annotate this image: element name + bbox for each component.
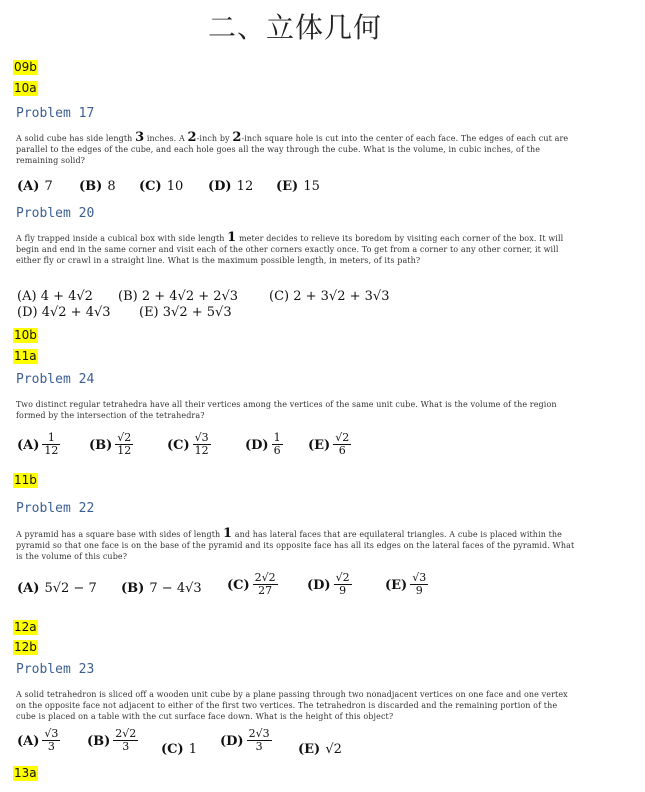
problem-24-title: Problem 24 [16, 372, 95, 387]
choice-a: (A) 4 + 4√2 [17, 289, 93, 304]
tag-10b: 10b [14, 328, 37, 342]
tag-11b: 11b [14, 473, 37, 487]
problem-22-title: Problem 22 [16, 501, 95, 516]
problem-24-statement: Two distinct regular tetrahedra have all their vertices among the vertices of the same unit cube. What is the volume of the region formed by the intersection of the tetrahedra? [16, 400, 557, 420]
choice-e: (E) $\frac{√2}{6}$ [308, 431, 350, 457]
choice-d: (D) $\frac{√2}{9}$ [307, 571, 350, 597]
choice-b: (B) 7 − 4√3 [121, 581, 202, 596]
choice-e: (E) 3√2 + 5√3 [139, 305, 232, 320]
choice-c: (C) 10 [139, 179, 184, 194]
choice-d: (D) 4√2 + 4√3 [17, 305, 111, 320]
choice-b: (B) $\frac{2√2}{3}$ [87, 727, 137, 753]
choice-e: (E) $\frac{√3}{9}$ [385, 571, 427, 597]
tag-12b: 12b [14, 640, 37, 654]
choice-e: (E) 15 [276, 179, 320, 194]
choice-a: (A) 5√2 − 7 [17, 581, 97, 596]
problem-17-title: Problem 17 [16, 106, 95, 121]
choice-b: (B) $\frac{√2}{12}$ [89, 431, 132, 457]
problem-20-statement: A fly trapped inside a cubical box with side length 1 meter decides to relieve its boredom by visiting each corner of the box. It will begin and end in the same corner and visit each of the other corners exactly once. To get from a corner to any other corner, it will either fly or crawl in a straight line. What is the maximum possible length, in meters, of its path? [16, 230, 564, 265]
choice-d: (D) $\frac{2√3}{3}$ [220, 727, 270, 753]
problem-23-statement: A solid tetrahedron is sliced off a wooden unit cube by a plane passing through two nonadjacent vertices on one face and one vertex on the opposite face not adjacent to either of the first two vertices. The tetrahedron is discarded and the remaining portion of the cube is placed on a table with the cut surface face down. What is the height of this object? [16, 690, 568, 721]
choice-e: (E) √2 [298, 742, 342, 757]
tag-12a: 12a [14, 620, 37, 634]
choice-d: (D) $\frac{1}{6}$ [245, 431, 281, 457]
choice-b: (B) 8 [79, 179, 116, 194]
tag-13a: 13a [14, 766, 37, 780]
choice-d: (D) 12 [208, 179, 254, 194]
problem-17-statement: A solid cube has side length 3 inches. A 2-inch by 2-inch square hole is cut into the center of each face. The edges of each cut are parallel to the edges of the cube, and each hole goes all the way through the cube. What is the volume, in cubic inches, of the remaining solid? [16, 130, 569, 165]
problem-20-title: Problem 20 [16, 206, 95, 221]
choice-c: (C) $\frac{2√2}{27}$ [227, 571, 276, 597]
tag-09b: 09b [14, 60, 37, 74]
tag-11a: 11a [14, 349, 37, 363]
choice-c: (C) 1 [161, 742, 198, 757]
tag-10a: 10a [14, 81, 37, 95]
page-title: 二、立体几何 [207, 11, 382, 44]
choice-c: (C) 2 + 3√2 + 3√3 [269, 289, 390, 304]
choice-b: (B) 2 + 4√2 + 2√3 [118, 289, 239, 304]
problem-22-statement: A pyramid has a square base with sides of length 1 and has lateral faces that are equilateral triangles. A cube is placed within the pyramid so that one face is on the base of the pyramid and its opposite face has all its edges on the lateral faces of the pyramid. What is the volume of this cube? [16, 526, 575, 561]
choice-a: (A) $\frac{√3}{3}$ [17, 727, 59, 753]
problem-23-title: Problem 23 [16, 662, 95, 677]
choice-a: (A) $\frac{1}{12}$ [17, 431, 59, 457]
choice-a: (A) 7 [17, 179, 53, 194]
choice-c: (C) $\frac{√3}{12}$ [167, 431, 209, 457]
